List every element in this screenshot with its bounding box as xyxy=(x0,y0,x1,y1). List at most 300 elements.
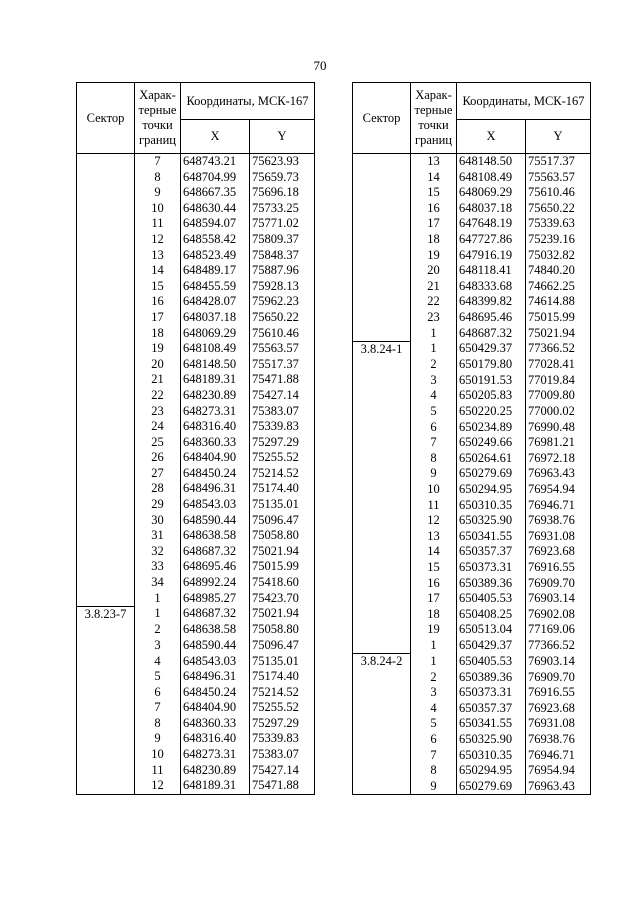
y-coordinate-cell: 75427.14 xyxy=(250,763,315,779)
x-coordinate-cell: 648037.18 xyxy=(181,310,250,326)
sector-cell xyxy=(77,544,135,560)
x-coordinate-cell: 648273.31 xyxy=(181,404,250,420)
y-coordinate-cell: 77009.80 xyxy=(526,388,591,404)
table-row xyxy=(353,732,591,748)
sector-cell xyxy=(353,201,411,217)
sector-header: Сектор xyxy=(77,83,135,154)
x-coordinate-cell: 650294.95 xyxy=(457,763,526,779)
point-cell: 5 xyxy=(411,404,457,420)
x-coordinate-cell: 648404.90 xyxy=(181,700,250,716)
sector-cell xyxy=(353,560,411,576)
y-header: Y xyxy=(250,120,315,154)
table-row xyxy=(353,170,591,186)
x-coordinate-cell: 650264.61 xyxy=(457,451,526,467)
point-cell: 9 xyxy=(135,731,181,747)
x-coordinate-cell: 650249.66 xyxy=(457,435,526,451)
x-coordinate-cell: 648496.31 xyxy=(181,669,250,685)
table-row xyxy=(353,154,591,170)
table-row xyxy=(77,778,315,794)
table-row xyxy=(77,248,315,264)
y-coordinate-cell: 76909.70 xyxy=(526,576,591,592)
y-coordinate-cell: 75733.25 xyxy=(250,201,315,217)
x-coordinate-cell: 650429.37 xyxy=(457,341,526,357)
y-coordinate-cell: 75610.46 xyxy=(526,185,591,201)
x-coordinate-cell: 648108.49 xyxy=(181,341,250,357)
table-row xyxy=(77,216,315,232)
table-row xyxy=(77,685,315,701)
x-coordinate-cell: 650405.53 xyxy=(457,591,526,607)
table-row xyxy=(77,731,315,747)
right-table-body xyxy=(353,154,591,795)
sector-cell xyxy=(77,669,135,685)
x-coordinate-cell: 648992.24 xyxy=(181,575,250,591)
point-cell: 2 xyxy=(135,622,181,638)
x-coordinate-cell: 647648.19 xyxy=(457,216,526,232)
table-row xyxy=(353,279,591,295)
y-coordinate-cell: 77366.52 xyxy=(526,341,591,357)
point-cell: 13 xyxy=(411,154,457,170)
point-cell: 10 xyxy=(135,201,181,217)
sector-cell xyxy=(77,450,135,466)
point-cell: 23 xyxy=(135,404,181,420)
x-coordinate-cell: 650357.37 xyxy=(457,544,526,560)
table-row xyxy=(353,560,591,576)
x-coordinate-cell: 650373.31 xyxy=(457,685,526,701)
coordinates-header: Координаты, МСК-167 xyxy=(181,83,315,120)
y-coordinate-cell: 76923.68 xyxy=(526,701,591,717)
sector-cell xyxy=(77,294,135,310)
point-cell: 7 xyxy=(135,154,181,170)
x-coordinate-cell: 648455.59 xyxy=(181,279,250,295)
coordinates-table-right xyxy=(352,82,591,795)
y-coordinate-cell: 75021.94 xyxy=(526,326,591,342)
y-coordinate-cell: 75058.80 xyxy=(250,528,315,544)
sector-cell xyxy=(353,435,411,451)
table-row xyxy=(353,263,591,279)
y-coordinate-cell: 76963.43 xyxy=(526,779,591,795)
point-cell: 18 xyxy=(135,326,181,342)
x-coordinate-cell: 648148.50 xyxy=(181,357,250,373)
point-cell: 20 xyxy=(411,263,457,279)
sector-cell xyxy=(353,154,411,170)
table-row xyxy=(353,216,591,232)
x-coordinate-cell: 650279.69 xyxy=(457,466,526,482)
y-coordinate-cell: 75563.57 xyxy=(250,341,315,357)
x-coordinate-cell: 650220.25 xyxy=(457,404,526,420)
sector-cell xyxy=(77,372,135,388)
x-coordinate-cell: 648496.31 xyxy=(181,481,250,497)
y-coordinate-cell: 76938.76 xyxy=(526,732,591,748)
x-coordinate-cell: 648687.32 xyxy=(181,606,250,622)
point-cell: 8 xyxy=(135,716,181,732)
table-row xyxy=(77,232,315,248)
point-cell: 13 xyxy=(135,248,181,264)
point-cell: 11 xyxy=(135,216,181,232)
x-header: X xyxy=(181,120,250,154)
point-cell: 19 xyxy=(135,341,181,357)
x-coordinate-cell: 648148.50 xyxy=(457,154,526,170)
y-coordinate-cell: 76938.76 xyxy=(526,513,591,529)
table-row xyxy=(77,404,315,420)
point-cell: 5 xyxy=(411,716,457,732)
sector-cell xyxy=(353,763,411,779)
y-coordinate-cell: 76903.14 xyxy=(526,591,591,607)
point-cell: 7 xyxy=(411,748,457,764)
table-row xyxy=(353,513,591,529)
y-coordinate-cell: 75809.37 xyxy=(250,232,315,248)
sector-cell xyxy=(353,482,411,498)
y-coordinate-cell: 75517.37 xyxy=(250,357,315,373)
y-coordinate-cell: 76931.08 xyxy=(526,529,591,545)
table-row xyxy=(353,544,591,560)
x-coordinate-cell: 650373.31 xyxy=(457,560,526,576)
y-coordinate-cell: 75928.13 xyxy=(250,279,315,295)
point-cell: 10 xyxy=(135,747,181,763)
table-row xyxy=(77,700,315,716)
y-coordinate-cell: 74662.25 xyxy=(526,279,591,295)
table-row xyxy=(77,747,315,763)
y-coordinate-cell: 75610.46 xyxy=(250,326,315,342)
x-coordinate-cell: 650325.90 xyxy=(457,732,526,748)
point-cell: 28 xyxy=(135,481,181,497)
x-header: X xyxy=(457,120,526,154)
x-coordinate-cell: 650191.53 xyxy=(457,373,526,389)
x-coordinate-cell: 647727.86 xyxy=(457,232,526,248)
sector-cell xyxy=(353,373,411,389)
y-coordinate-cell: 75650.22 xyxy=(526,201,591,217)
y-coordinate-cell: 75015.99 xyxy=(526,310,591,326)
sector-cell xyxy=(77,419,135,435)
sector-cell xyxy=(77,528,135,544)
table-row xyxy=(77,669,315,685)
coordinates-header: Координаты, МСК-167 xyxy=(457,83,591,120)
y-coordinate-cell: 75339.83 xyxy=(250,731,315,747)
y-coordinate-cell: 75214.52 xyxy=(250,466,315,482)
sector-cell xyxy=(77,638,135,654)
sector-cell xyxy=(353,498,411,514)
point-cell: 27 xyxy=(135,466,181,482)
table-row xyxy=(77,716,315,732)
y-coordinate-cell: 75383.07 xyxy=(250,747,315,763)
point-cell: 23 xyxy=(411,310,457,326)
point-cell: 11 xyxy=(411,498,457,514)
table-row xyxy=(353,576,591,592)
y-coordinate-cell: 75471.88 xyxy=(250,778,315,794)
x-coordinate-cell: 650357.37 xyxy=(457,701,526,717)
sector-cell xyxy=(353,544,411,560)
y-coordinate-cell: 76990.48 xyxy=(526,420,591,436)
y-coordinate-cell: 75771.02 xyxy=(250,216,315,232)
y-coordinate-cell: 77019.84 xyxy=(526,373,591,389)
point-cell: 12 xyxy=(135,232,181,248)
point-cell: 31 xyxy=(135,528,181,544)
y-coordinate-cell: 75339.83 xyxy=(250,419,315,435)
sector-cell xyxy=(77,731,135,747)
y-coordinate-cell: 76916.55 xyxy=(526,560,591,576)
table-row xyxy=(77,466,315,482)
sector-cell xyxy=(353,732,411,748)
y-coordinate-cell: 76916.55 xyxy=(526,685,591,701)
x-coordinate-cell: 648523.49 xyxy=(181,248,250,264)
sector-cell xyxy=(77,341,135,357)
point-cell: 24 xyxy=(135,419,181,435)
table-row xyxy=(77,638,315,654)
point-cell: 9 xyxy=(411,466,457,482)
x-coordinate-cell: 648333.68 xyxy=(457,279,526,295)
point-cell: 15 xyxy=(135,279,181,295)
table-row xyxy=(77,481,315,497)
table-row xyxy=(77,654,315,670)
point-cell: 9 xyxy=(411,779,457,795)
x-coordinate-cell: 648543.03 xyxy=(181,497,250,513)
y-coordinate-cell: 75650.22 xyxy=(250,310,315,326)
y-coordinate-cell: 75214.52 xyxy=(250,685,315,701)
point-cell: 13 xyxy=(411,529,457,545)
y-coordinate-cell: 75471.88 xyxy=(250,372,315,388)
point-cell: 1 xyxy=(411,638,457,654)
point-cell: 14 xyxy=(135,263,181,279)
sector-cell xyxy=(353,779,411,795)
table-row xyxy=(77,279,315,295)
y-coordinate-cell: 76972.18 xyxy=(526,451,591,467)
table-row xyxy=(353,248,591,264)
point-cell: 21 xyxy=(411,279,457,295)
sector-cell xyxy=(353,716,411,732)
sector-cell xyxy=(353,607,411,623)
y-coordinate-cell: 75848.37 xyxy=(250,248,315,264)
x-coordinate-cell: 650294.95 xyxy=(457,482,526,498)
table-row xyxy=(353,294,591,310)
table-row xyxy=(353,388,591,404)
table-row xyxy=(77,497,315,513)
sector-cell xyxy=(353,357,411,373)
x-coordinate-cell: 650310.35 xyxy=(457,748,526,764)
x-coordinate-cell: 648450.24 xyxy=(181,466,250,482)
x-coordinate-cell: 650205.83 xyxy=(457,388,526,404)
x-coordinate-cell: 648594.07 xyxy=(181,216,250,232)
sector-cell xyxy=(77,778,135,794)
table-row xyxy=(77,419,315,435)
x-coordinate-cell: 648704.99 xyxy=(181,170,250,186)
point-cell: 6 xyxy=(411,420,457,436)
x-coordinate-cell: 648667.35 xyxy=(181,185,250,201)
table-row xyxy=(353,701,591,717)
x-coordinate-cell: 650279.69 xyxy=(457,779,526,795)
point-cell: 6 xyxy=(135,685,181,701)
y-coordinate-cell: 76954.94 xyxy=(526,763,591,779)
points-header: Харак-терные точки границ xyxy=(411,83,457,154)
x-coordinate-cell: 650325.90 xyxy=(457,513,526,529)
table-row xyxy=(77,575,315,591)
y-header: Y xyxy=(526,120,591,154)
point-cell: 26 xyxy=(135,450,181,466)
table-row xyxy=(353,404,591,420)
point-cell: 33 xyxy=(135,559,181,575)
sector-cell xyxy=(353,529,411,545)
x-coordinate-cell: 650179.80 xyxy=(457,357,526,373)
sector-cell xyxy=(77,201,135,217)
sector-cell xyxy=(77,185,135,201)
point-cell: 7 xyxy=(411,435,457,451)
table-row xyxy=(353,326,591,342)
point-cell: 11 xyxy=(135,763,181,779)
sector-cell xyxy=(77,575,135,591)
point-cell: 16 xyxy=(411,576,457,592)
x-coordinate-cell: 648985.27 xyxy=(181,591,250,607)
table-row xyxy=(77,170,315,186)
table-row xyxy=(353,232,591,248)
sector-header: Сектор xyxy=(353,83,411,154)
y-coordinate-cell: 76981.21 xyxy=(526,435,591,451)
sector-cell xyxy=(77,716,135,732)
point-cell: 7 xyxy=(135,700,181,716)
coordinates-table-left xyxy=(76,82,315,795)
sector-cell xyxy=(77,497,135,513)
sector-cell xyxy=(353,670,411,686)
y-coordinate-cell: 76954.94 xyxy=(526,482,591,498)
table-row xyxy=(77,357,315,373)
y-coordinate-cell: 77000.02 xyxy=(526,404,591,420)
sector-cell xyxy=(353,638,411,654)
x-coordinate-cell: 648399.82 xyxy=(457,294,526,310)
y-coordinate-cell: 75339.63 xyxy=(526,216,591,232)
y-coordinate-cell: 75255.52 xyxy=(250,700,315,716)
y-coordinate-cell: 77028.41 xyxy=(526,357,591,373)
sector-cell xyxy=(353,404,411,420)
point-cell: 16 xyxy=(411,201,457,217)
point-cell: 18 xyxy=(411,607,457,623)
x-coordinate-cell: 650389.36 xyxy=(457,576,526,592)
sector-cell xyxy=(77,591,135,607)
sector-cell xyxy=(353,294,411,310)
point-cell: 15 xyxy=(411,185,457,201)
point-cell: 1 xyxy=(411,654,457,670)
y-coordinate-cell: 76946.71 xyxy=(526,748,591,764)
y-coordinate-cell: 76963.43 xyxy=(526,466,591,482)
point-cell: 8 xyxy=(135,170,181,186)
table-row xyxy=(77,310,315,326)
y-coordinate-cell: 75659.73 xyxy=(250,170,315,186)
sector-cell xyxy=(353,576,411,592)
x-coordinate-cell: 650341.55 xyxy=(457,529,526,545)
x-coordinate-cell: 648273.31 xyxy=(181,747,250,763)
left-table-body xyxy=(77,154,315,795)
y-coordinate-cell: 75255.52 xyxy=(250,450,315,466)
y-coordinate-cell: 75297.29 xyxy=(250,435,315,451)
table-row xyxy=(353,185,591,201)
y-coordinate-cell: 76946.71 xyxy=(526,498,591,514)
sector-cell xyxy=(77,466,135,482)
point-cell: 3 xyxy=(411,685,457,701)
y-coordinate-cell: 75383.07 xyxy=(250,404,315,420)
point-cell: 17 xyxy=(135,310,181,326)
y-coordinate-cell: 75096.47 xyxy=(250,513,315,529)
y-coordinate-cell: 77366.52 xyxy=(526,638,591,654)
y-coordinate-cell: 74614.88 xyxy=(526,294,591,310)
sector-cell xyxy=(353,248,411,264)
table-row xyxy=(77,201,315,217)
y-coordinate-cell: 76923.68 xyxy=(526,544,591,560)
x-coordinate-cell: 648230.89 xyxy=(181,388,250,404)
x-coordinate-cell: 648638.58 xyxy=(181,528,250,544)
y-coordinate-cell: 76902.08 xyxy=(526,607,591,623)
x-coordinate-cell: 648230.89 xyxy=(181,763,250,779)
sector-cell xyxy=(77,622,135,638)
table-row xyxy=(77,326,315,342)
table-row xyxy=(353,201,591,217)
y-coordinate-cell: 75517.37 xyxy=(526,154,591,170)
point-cell: 1 xyxy=(135,606,181,622)
point-cell: 17 xyxy=(411,216,457,232)
x-coordinate-cell: 650341.55 xyxy=(457,716,526,732)
table-row xyxy=(353,341,591,357)
x-coordinate-cell: 648630.44 xyxy=(181,201,250,217)
sector-cell xyxy=(77,216,135,232)
sector-cell xyxy=(77,404,135,420)
point-cell: 8 xyxy=(411,451,457,467)
point-cell: 12 xyxy=(135,778,181,794)
y-coordinate-cell: 75423.70 xyxy=(250,591,315,607)
sector-cell: 3.8.24-2 xyxy=(353,654,411,670)
y-coordinate-cell: 75032.82 xyxy=(526,248,591,264)
x-coordinate-cell: 648489.17 xyxy=(181,263,250,279)
x-coordinate-cell: 648069.29 xyxy=(457,185,526,201)
sector-cell xyxy=(77,388,135,404)
table-row xyxy=(77,450,315,466)
point-cell: 29 xyxy=(135,497,181,513)
table-row xyxy=(353,716,591,732)
point-cell: 22 xyxy=(135,388,181,404)
x-coordinate-cell: 648189.31 xyxy=(181,778,250,794)
y-coordinate-cell: 76931.08 xyxy=(526,716,591,732)
x-coordinate-cell: 648695.46 xyxy=(457,310,526,326)
sector-cell xyxy=(353,451,411,467)
table-row xyxy=(77,388,315,404)
sector-cell xyxy=(353,388,411,404)
x-coordinate-cell: 648543.03 xyxy=(181,654,250,670)
point-cell: 15 xyxy=(411,560,457,576)
sector-cell xyxy=(77,763,135,779)
x-coordinate-cell: 648316.40 xyxy=(181,419,250,435)
sector-cell xyxy=(77,435,135,451)
table-row xyxy=(353,420,591,436)
table-row xyxy=(77,606,315,622)
sector-cell xyxy=(77,481,135,497)
point-cell: 3 xyxy=(411,373,457,389)
y-coordinate-cell: 75135.01 xyxy=(250,654,315,670)
y-coordinate-cell: 75887.96 xyxy=(250,263,315,279)
point-cell: 4 xyxy=(411,701,457,717)
point-cell: 20 xyxy=(135,357,181,373)
table-row xyxy=(353,357,591,373)
point-cell: 2 xyxy=(411,357,457,373)
table-row xyxy=(353,591,591,607)
x-coordinate-cell: 648118.41 xyxy=(457,263,526,279)
table-row xyxy=(353,373,591,389)
sector-cell xyxy=(77,248,135,264)
sector-cell xyxy=(353,591,411,607)
sector-cell xyxy=(77,326,135,342)
x-coordinate-cell: 648687.32 xyxy=(457,326,526,342)
table-row xyxy=(77,154,315,170)
table-row xyxy=(353,763,591,779)
sector-cell xyxy=(77,685,135,701)
x-coordinate-cell: 650408.25 xyxy=(457,607,526,623)
table-row xyxy=(353,638,591,654)
x-coordinate-cell: 648743.21 xyxy=(181,154,250,170)
sector-cell xyxy=(77,654,135,670)
table-row xyxy=(353,622,591,638)
